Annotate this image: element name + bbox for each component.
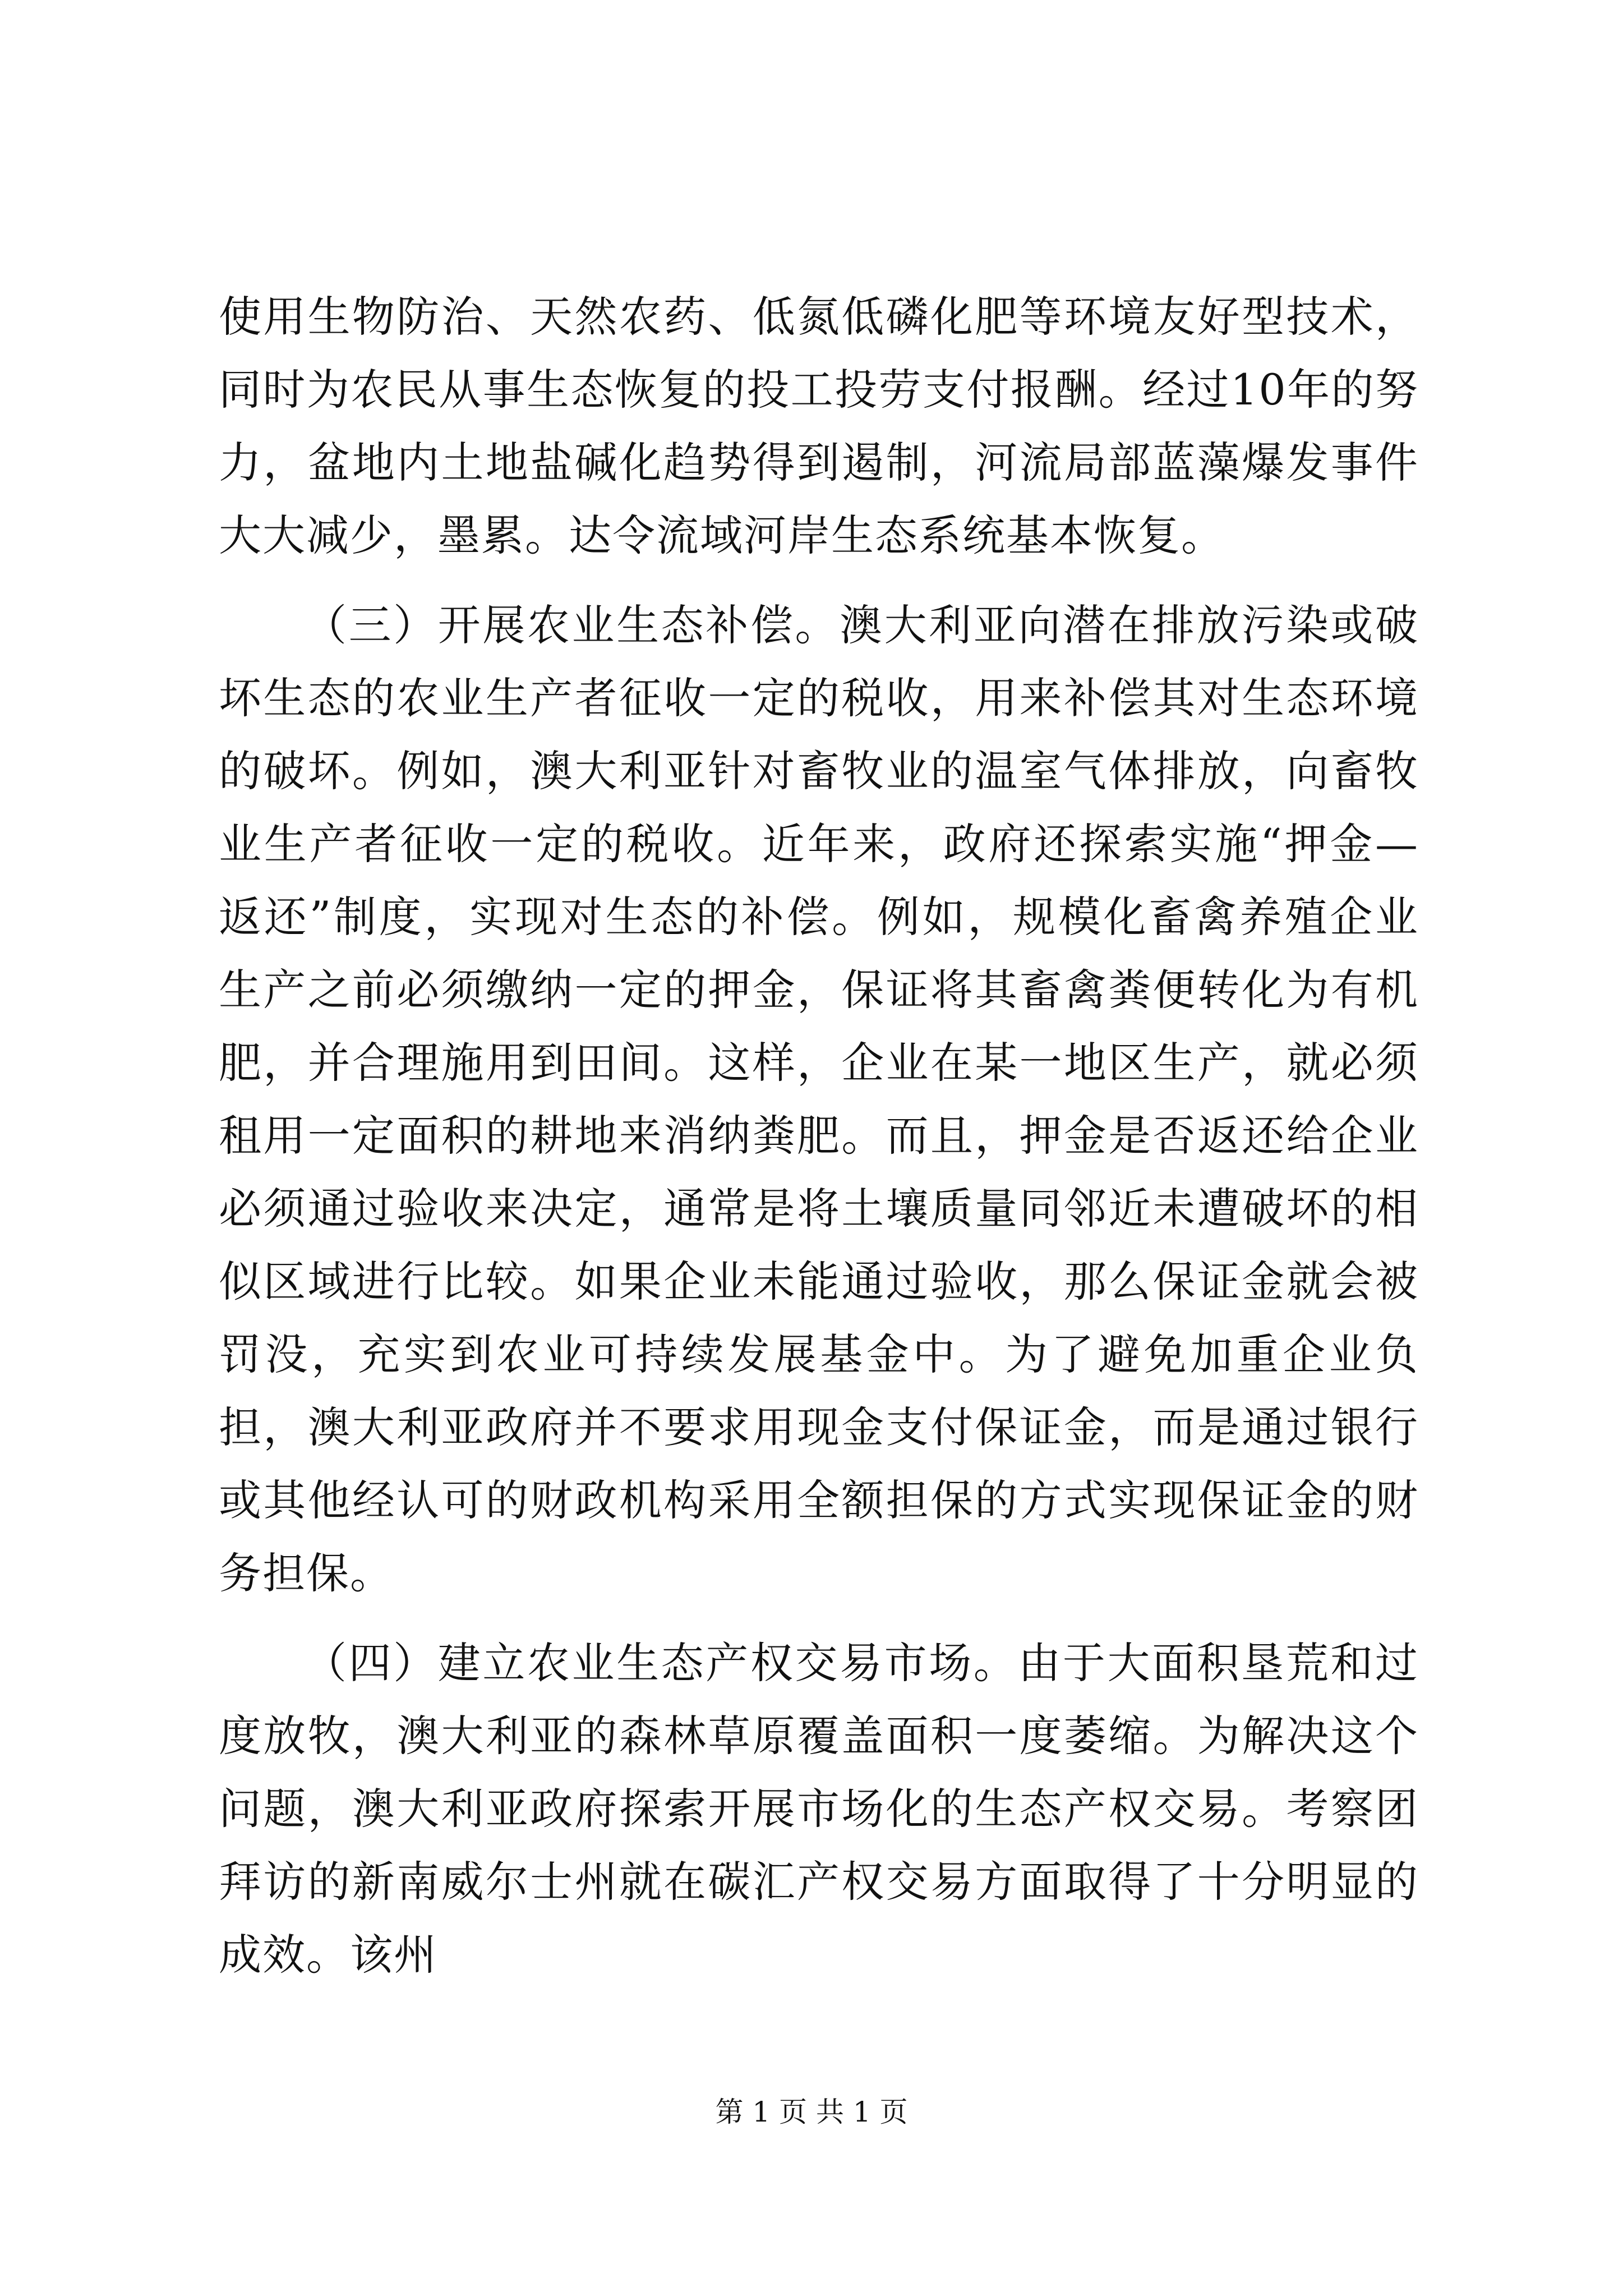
document-body: [219, 280, 1419, 1991]
paragraph-section-three: （三）开展农业生态补偿。澳大利亚向潜在排放污染或破坏生态的农业生产者征收一定的税收，用来补偿其对生态环境的破坏。例如，澳大利亚针对畜牧业的温室气体排放，向畜牧业生产者征收一定的税收。近年来，政府还探索实施“押金—返还”制度，实现对生态的补偿。例如，规模化畜禽养殖企业生产之前必须缴纳一定的押金，保证将其畜禽粪便转化为有机肥，并合理施用到田间。这样，企业在某一地区生产，就必须租用一定面积的耕地来消纳粪肥。而且，押金是否返还给企业必须通过验收来决定，通常是将土壤质量同邻近未遭破坏的相似区域进行比较。如果企业未能通过验收，那么保证金就会被罚没，充实到农业可持续发展基金中。为了避免加重企业负担，澳大利亚政府并不要求用现金支付保证金，而是通过银行或其他经认可的财政机构采用全额担保的方式实现保证金的财务担保。: [219, 600, 1419, 1598]
page-number-footer: 第 1 页 共 1 页: [715, 2096, 908, 2128]
paragraph-section-four: （四）建立农业生态产权交易市场。由于大面积垦荒和过度放牧，澳大利亚的森林草原覆盖面积一度萎缩。为解决这个问题，澳大利亚政府探索开展市场化的生态产权交易。考察团拜访的新南威尔士州就在碳汇产权交易方面取得了十分明显的成效。该州: [219, 1638, 1419, 1980]
paragraph-continuation: 使用生物防治、天然农药、低氮低磷化肥等环境友好型技术，同时为农民从事生态恢复的投工投劳支付报酬。经过10年的努力，盆地内土地盐碱化趋势得到遏制，河流局部蓝藻爆发事件大大减少，墨累。达令流域河岸生态系统基本恢复。: [219, 292, 1419, 560]
